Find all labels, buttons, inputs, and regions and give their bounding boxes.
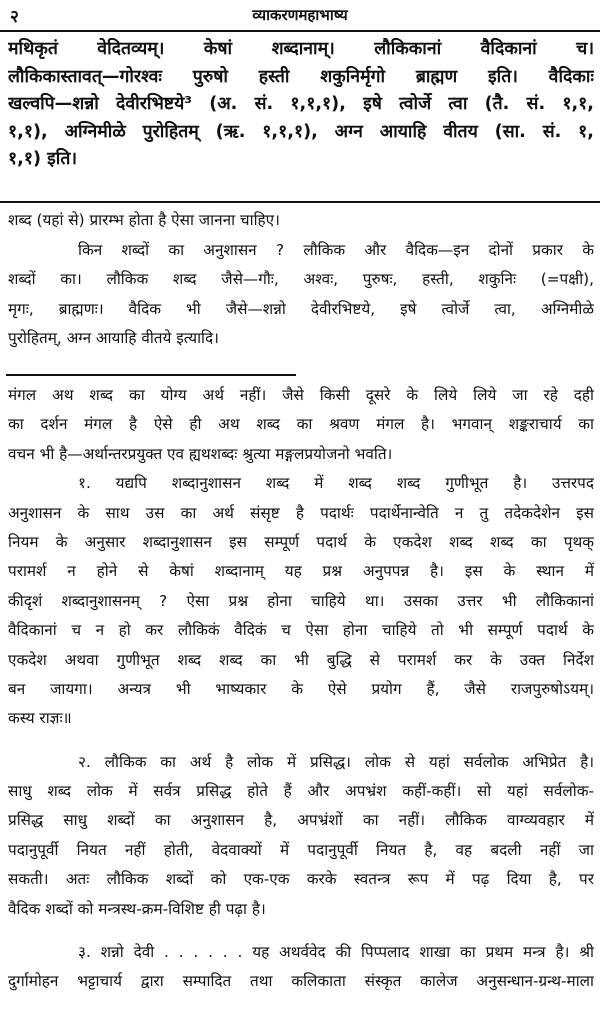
footnote-line: नियम के अनुसार शब्दानुशासन इस सम्पूर्ण पदार्थ के एकदेश शब्द शब्द का पृथक् xyxy=(8,532,594,551)
footnote-line: बन जायगा। अन्यत्र भी भाष्यकार के ऐसे प्रयोग हैं, जैसे राजपुरुषोऽयम्। xyxy=(8,679,594,698)
source-line: १,१) इति। xyxy=(8,149,78,169)
footnote-line: वैदिकानां च न हो कर लौकिकं वैदिकं च ऐसा होना चाहिये तो भी सम्पूर्ण पदार्थ के xyxy=(8,621,594,640)
footnote-line: साधु शब्द लोक में सर्वत्र प्रसिद्ध होते हैं और अपभ्रंश कहीं-कहीं। सो यहां सर्वलोक- xyxy=(8,782,594,801)
footnote-line: १. यद्यपि शब्दानुशासन शब्द में शब्द शब्द गुणीभूत है। उत्तरपद xyxy=(78,474,594,493)
footnote-line: पदानुपूर्वी नियत नहीं होती, वेदवाक्यों में पदानुपूर्वी नियत है, वह बदली नहीं जा xyxy=(8,840,594,859)
footnote-line: अनुशासन के साथ उस का अर्थ संसृष्ट है पदार्थः पदार्थेनान्वेति न तु तदेकदेशेन इस xyxy=(8,503,594,522)
source-line: १,१), अग्निमीळे पुरोहितम् (ऋ. १,१,१), अग्न आयाहि वीतय (सा. सं. १, xyxy=(8,121,594,142)
section-divider xyxy=(0,201,600,203)
footnote-line: परामर्श न होने से केषां शब्दानाम् यह प्रश्न अनुपपन्न है। इस के स्थान में xyxy=(8,562,594,581)
footnote-line: प्रसिद्ध साधु शब्दों का अनुशासन है, अपभ्रंशों का नहीं। लौकिक वाग्व्यवहार में xyxy=(8,811,594,830)
running-title: व्याकरणमहाभाष्य xyxy=(252,6,348,24)
translation-line: मृगः, ब्राह्मणः। वैदिक भी जैसे—शन्नो देवीरभिष्टये, इषे त्वोर्जे त्वा, अग्निमीळे xyxy=(8,299,594,318)
paragraph-gap xyxy=(8,734,594,748)
sanskrit-source-text xyxy=(8,36,594,174)
source-line: खल्वपि—शन्नो देवीरभिष्टये³ (अ. सं. १,१,१), इषे त्वोर्जे त्वा (तै. सं. १,१, xyxy=(8,94,594,114)
page-number: २ xyxy=(10,7,19,27)
footnote-line: मंगल अथ शब्द का योग्य अर्थ नहीं। जैसे किसी दूसरे के लिये लिये जा रहे दही xyxy=(8,386,594,404)
footnote-line: २. लौकिक का अर्थ है लोक में प्रसिद्ध। लोक से यहां सर्वलोक अभिप्रेत है। xyxy=(78,752,594,771)
footnote-line: कीदृशं शब्दानुशासनम् ? ऐसा प्रश्न होना चाहिये था। उसका उत्तर भी लौकिकानां xyxy=(8,591,594,610)
footnote-line: सकती। अतः लौकिक शब्दों को एक-एक करके स्वतन्त्र रूप में पढ़ दिया है, पर xyxy=(8,870,594,889)
footnote-line: वचन भी है—अर्थान्तरप्रयुक्त एव ह्यथशब्दः श्रुत्या मङ्गलप्रयोजनो भवति। xyxy=(8,444,393,463)
hindi-translation xyxy=(8,206,594,354)
footnote-line: एकदेश अथवा गुणीभूत शब्द शब्द का भी बुद्धि से परामर्श कर के उक्त निर्देश xyxy=(8,650,594,669)
translation-line: शब्दों का। लौकिक शब्द जैसे—गौः, अश्वः, पुरुषः, हस्ती, शकुनिः (=पक्षी), xyxy=(8,270,594,288)
source-line: लौकिकास्तावत्—गोरश्वः पुरुषो हस्ती शकुनिर्मृगो ब्राह्मण इति। वैदिकाः xyxy=(8,66,594,87)
source-line: मथिकृतं वेदितव्यम्। केषां शब्दानाम्। लौकिकानां वैदिकानां च। xyxy=(8,39,594,59)
paragraph-gap xyxy=(8,924,594,938)
footnote-line: ३. शन्नो देवी . . . . . . यह अथर्ववेद की पिप्पलाद शाखा का प्रथम मन्त्र है। श्री xyxy=(78,943,594,962)
footnote-line: का दर्शन मंगल है ऐसे ही अथ शब्द का श्रवण मंगल है। भगवान् शङ्कराचार्य का xyxy=(8,415,594,434)
translation-line: पुरोहितम्, अग्न आयाहि वीतये इत्यादि। xyxy=(8,329,219,347)
footnote-line: दुर्गामोहन भट्टाचार्य द्वारा सम्पादित तथा कलिकाता संस्कृत कालेज अनुसन्धान-ग्रन्थ-माला xyxy=(8,972,594,991)
footnote-divider xyxy=(6,374,296,376)
translation-line: शब्द (यहां से) प्रारम्भ होता है ऐसा जानना चाहिए। xyxy=(8,211,280,229)
footnotes xyxy=(8,381,594,997)
footnote-line: कस्य राज्ञः॥ xyxy=(8,709,72,728)
page-header xyxy=(0,0,600,32)
footnote-line: वैदिक शब्दों को मन्त्रस्थ-क्रम-विशिष्ट ही पढ़ा है। xyxy=(8,899,266,918)
translation-line: किन शब्दों का अनुशासन ? लौकिक और वैदिक—इन दोनों प्रकार के xyxy=(78,240,594,259)
